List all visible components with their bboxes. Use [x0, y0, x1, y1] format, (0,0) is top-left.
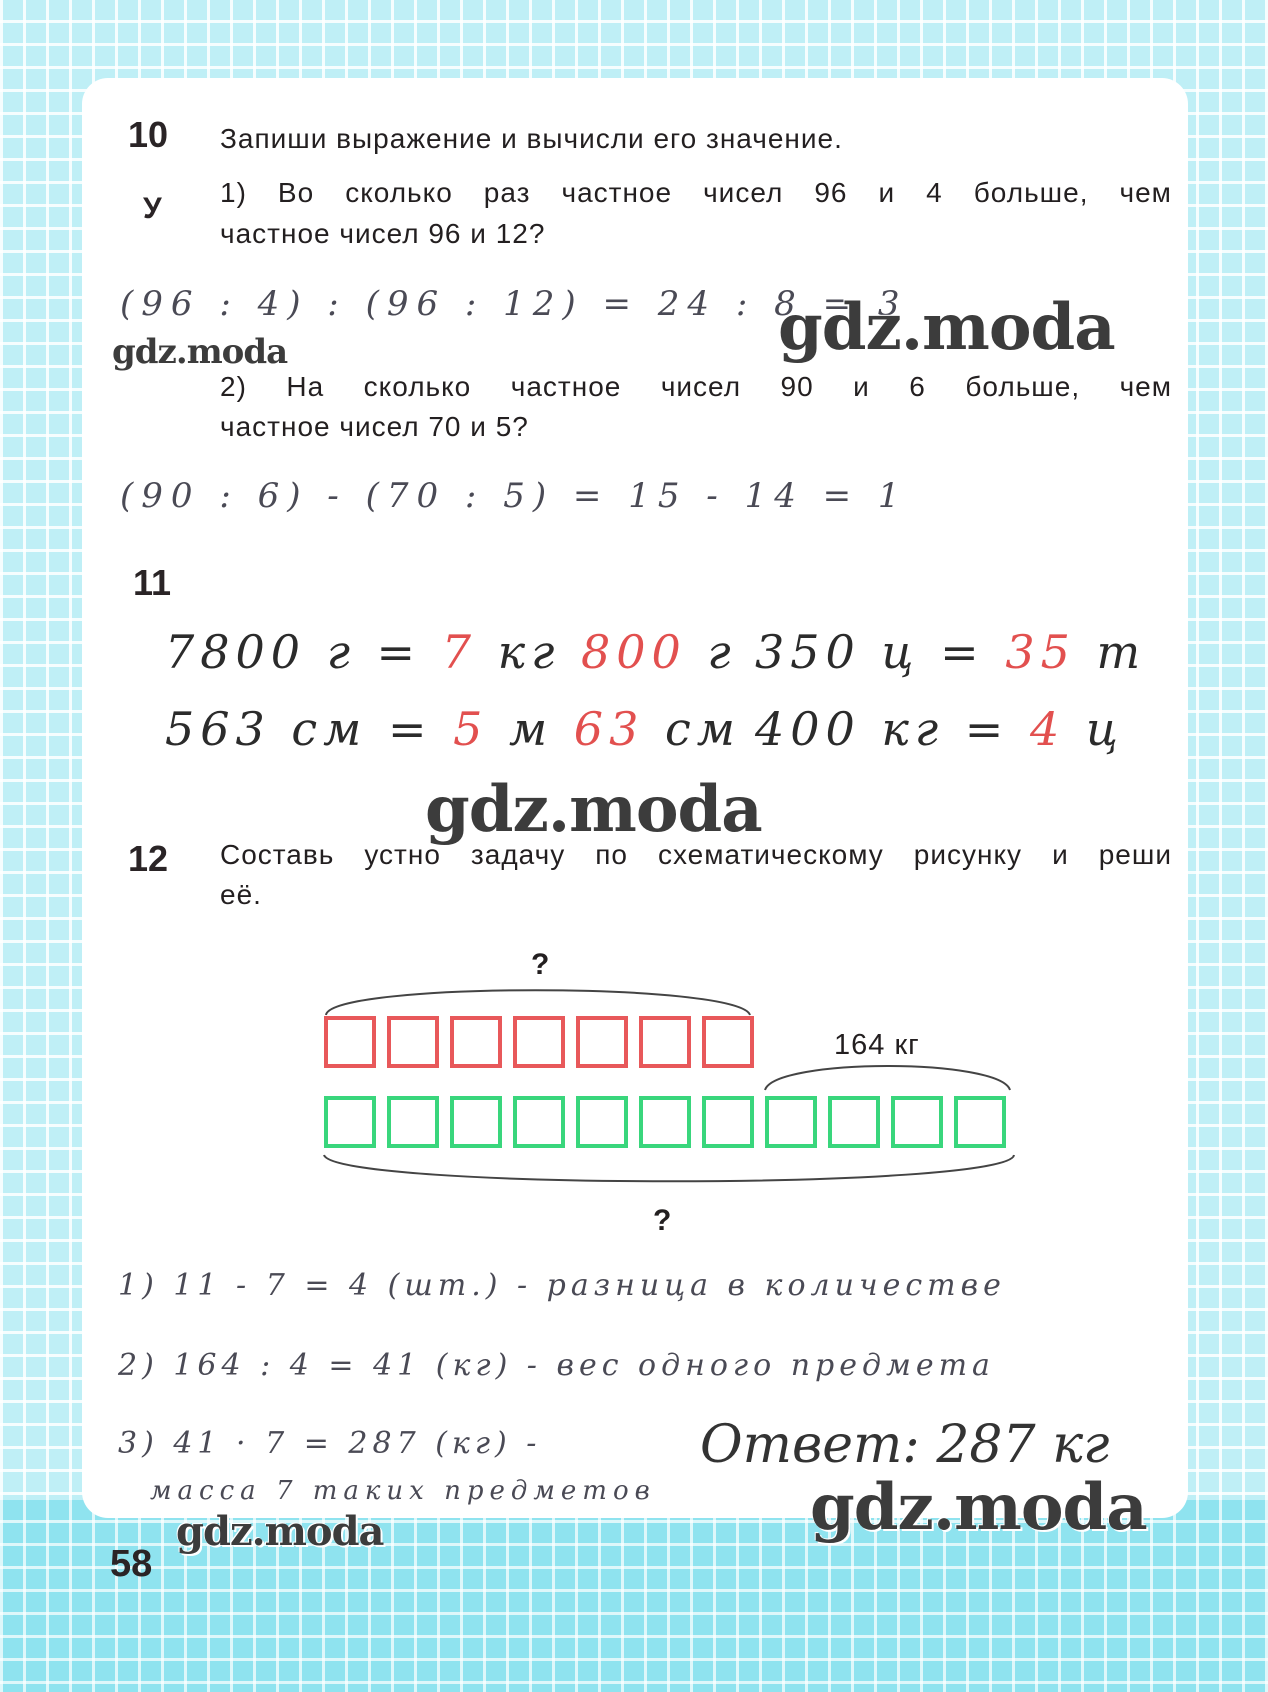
word: Составь [220, 839, 335, 870]
task-10-instruction: Запиши выражение и вычисли его значение. [220, 123, 843, 154]
red-box [641, 1018, 689, 1066]
solution-step-1 [118, 1268, 1006, 1303]
weight-brace [765, 1066, 1010, 1090]
conversion-unit: г [707, 625, 737, 679]
conversion-unit: м [509, 702, 554, 756]
task-10-question-2-line-2: частное чисел 70 и 5? [220, 411, 529, 442]
task-11-number: 11 [133, 562, 172, 603]
conversion-expression: 350 ц = [755, 625, 985, 679]
conversion-answer: 4 [1029, 702, 1066, 756]
solution-step-3 [118, 1426, 541, 1461]
watermark: gdz.moda [778, 290, 1115, 365]
conversion-expression: 563 см = [165, 702, 433, 756]
word: рисунку [913, 839, 1023, 870]
green-box [452, 1098, 500, 1146]
red-box [578, 1018, 626, 1066]
word: 96 [814, 177, 848, 208]
word: 1) [220, 177, 247, 208]
solution-step-number: 2) [118, 1348, 159, 1383]
word: раз [483, 177, 531, 208]
solution-step-text: 164 : 4 = 41 (кг) - вес одного предмета [173, 1348, 995, 1383]
scheme-diagram [320, 940, 1020, 1225]
task-12-number: 12 [128, 838, 169, 879]
watermark: gdz.moda [176, 1508, 384, 1555]
conversion-answer: 35 [1005, 625, 1076, 679]
solution-step-text: 41 · 7 = 287 (кг) - [173, 1426, 542, 1461]
word: чем [1119, 177, 1172, 208]
watermark: gdz.moda [810, 1470, 1147, 1545]
task-12-instruction-line-2: её. [220, 879, 262, 910]
green-box [326, 1098, 374, 1146]
word: схематическому [657, 839, 884, 870]
green-box [641, 1098, 689, 1146]
page-number: 58 [110, 1543, 153, 1585]
green-box [830, 1098, 878, 1146]
word: частное [561, 177, 673, 208]
word: 2) [220, 371, 247, 402]
scheme-svg [320, 940, 1020, 1220]
green-box [767, 1098, 815, 1146]
word: и [1052, 839, 1069, 870]
conversion-answer: 5 [453, 702, 489, 756]
green-boxes-row [326, 1098, 1004, 1146]
bottom-question-mark: ? [653, 1204, 673, 1237]
conversion-expression: 7800 г = [165, 625, 422, 679]
conversion-answer: 63 [573, 702, 645, 756]
word: На [286, 371, 325, 402]
conversion-row-1-right [755, 625, 1146, 679]
watermark: gdz.moda [425, 772, 762, 847]
word: Во [277, 177, 315, 208]
green-box [893, 1098, 941, 1146]
conversion-row-2-left [165, 702, 741, 756]
word: частное [510, 371, 622, 402]
conversion-unit: ц [1085, 702, 1124, 756]
solution-step-text: 11 - 7 = 4 (шт.) - разница в количестве [173, 1268, 1006, 1303]
task-10-question-2-line-1 [220, 366, 1172, 408]
bottom-brace [324, 1155, 1014, 1181]
conversion-expression: 400 кг = [755, 702, 1010, 756]
word: чисел [703, 177, 784, 208]
solution-step-number: 1) [118, 1268, 159, 1303]
red-box [515, 1018, 563, 1066]
word: и [878, 177, 896, 208]
word: реши [1098, 839, 1172, 870]
word: 6 [909, 371, 926, 402]
word: больше, [965, 371, 1081, 402]
task-10-question-1-line-1 [220, 172, 1172, 214]
conversion-answer: 7 [441, 625, 478, 679]
conversion-answer: 800 [580, 625, 687, 679]
final-answer: Ответ: 287 кг [700, 1415, 1110, 1475]
task-10-marker: У [143, 192, 162, 225]
word: по [595, 839, 628, 870]
task-10-answer-1: (96 : 4) : (96 : 12) = 24 : 8 = 3 [120, 284, 908, 324]
red-box [704, 1018, 752, 1066]
word: больше, [973, 177, 1089, 208]
word: 4 [926, 177, 943, 208]
watermark: gdz.moda [112, 332, 288, 372]
weight-label: 164 кг [834, 1029, 920, 1061]
word: чисел [660, 371, 742, 402]
green-box [389, 1098, 437, 1146]
red-boxes-row [326, 1018, 752, 1066]
solution-step-number: 3) [118, 1426, 159, 1461]
word: и [853, 371, 870, 402]
conversion-row-1-left [165, 625, 737, 679]
conversion-unit: см [664, 702, 741, 756]
red-box [389, 1018, 437, 1066]
green-box [578, 1098, 626, 1146]
green-box [515, 1098, 563, 1146]
green-box [956, 1098, 1004, 1146]
conversion-row-2-right [755, 702, 1124, 756]
red-box [452, 1018, 500, 1066]
word: задачу [470, 839, 566, 870]
green-box [704, 1098, 752, 1146]
word: сколько [363, 371, 472, 402]
task-10-number: 10 [128, 114, 169, 155]
top-question-mark: ? [531, 948, 551, 981]
task-10-answer-2: (90 : 6) - (70 : 5) = 15 - 14 = 1 [120, 476, 908, 516]
solution-note: масса 7 таких предметов [150, 1476, 656, 1506]
red-box [326, 1018, 374, 1066]
word: устно [364, 839, 441, 870]
top-brace [326, 990, 750, 1015]
solution-step-2 [118, 1348, 995, 1383]
word: сколько [345, 177, 453, 208]
task-10-question-1-line-2: частное чисел 96 и 12? [220, 218, 546, 249]
conversion-unit: кг [497, 625, 561, 679]
word: 90 [780, 371, 814, 402]
word: чем [1119, 371, 1172, 402]
conversion-unit: т [1096, 625, 1147, 679]
